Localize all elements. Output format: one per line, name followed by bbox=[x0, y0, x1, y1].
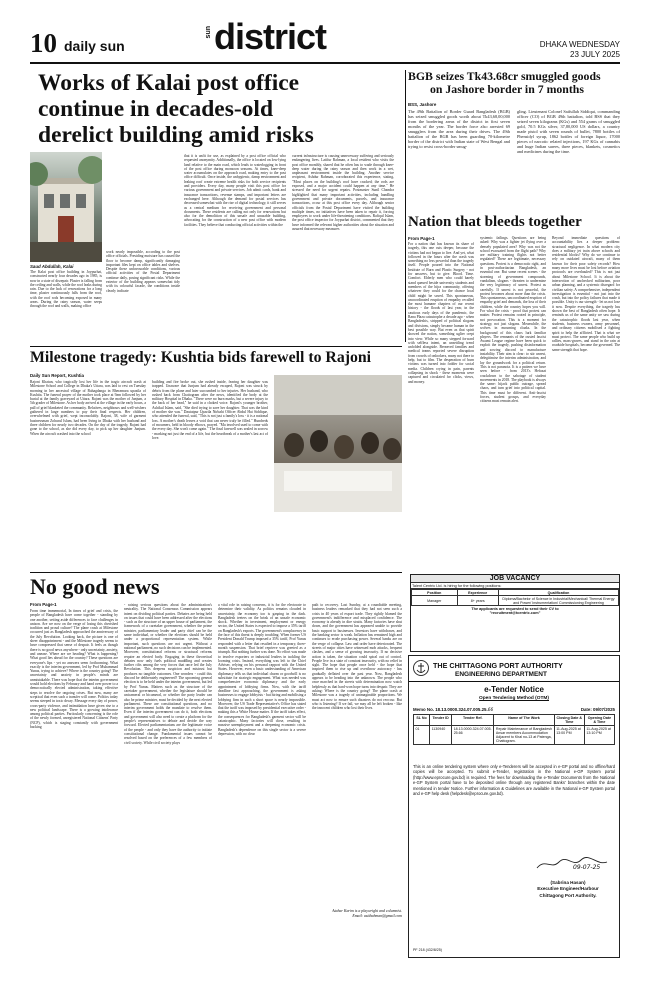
page-number: 10 bbox=[30, 28, 57, 58]
tender-id: 1130940 bbox=[430, 726, 452, 745]
masthead-rule bbox=[30, 62, 620, 64]
nogood-author: Atahar Karim is a playwright and columnist. bbox=[332, 909, 402, 913]
job-title: JOB VACANCY bbox=[411, 575, 619, 583]
tender-department: ENGINEERING DEPARTMENT bbox=[455, 671, 547, 678]
nogood-from-page: From Page-1 bbox=[30, 602, 57, 607]
milestone-story bbox=[30, 349, 402, 569]
tender-footer-code: PF 218 (432/8/25) bbox=[413, 948, 442, 952]
kalai-photo bbox=[30, 152, 102, 262]
tender-opening: 11-Aug-2025 at 13:10 PM bbox=[584, 726, 614, 745]
tender-memo-label: Memo No. 18.13.0000.324.07.005.25. bbox=[413, 707, 488, 712]
building-illustration bbox=[30, 152, 102, 262]
nation-from-page: From Page-1 bbox=[408, 236, 435, 241]
kalai-headline-line2: continue in decades-old bbox=[38, 96, 274, 122]
milestone-photo bbox=[274, 375, 402, 512]
kalai-column-1: The Kalai post office building in Joypurhat, constructed nearly four decades ago in 1985, is now in a state of disrepair. Plaster is falling from the ceiling and walls, while the roof leaks during rain. Due to the lack of renovations for a long time, plaster continuously falls from the roof, with the roof rods becoming exposed in many areas. During the rainy season, water seeps through the roof and walls, making office bbox=[30, 270, 102, 309]
masthead-day: DHAKA WEDNESDAY bbox=[539, 40, 620, 49]
brand-prefix: sun bbox=[205, 26, 212, 39]
nation-headline: Nation that bleeds together bbox=[408, 214, 582, 230]
tender-header-rule bbox=[409, 681, 619, 682]
kalai-photo-credit: Saud Abdullah, Kalai bbox=[30, 264, 74, 269]
job-email[interactable]: "recruitment@tcentric.com" bbox=[489, 611, 541, 616]
funeral-crowd-illustration bbox=[274, 375, 402, 512]
job-position: Manager bbox=[412, 596, 458, 606]
anchor-icon bbox=[414, 661, 428, 675]
bgb-headline bbox=[408, 70, 620, 96]
tender-method: Open Tendering Method (OTM) bbox=[479, 696, 549, 701]
nation-column-3: Beyond immediate questions of accountability lies a deeper problem: structural negligence. In what modern city does a military jet train above schools and residential blocks? Why do we continue to rely on outdated aircraft, many of them known for their poor safety records? How many more lives must be lost before aviation protocols are overhauled? This is not just about Milestone School. It is about the intersection of unchecked militarism, poor urban planning, and a systemic disregard for civilian safety. A comprehensive, independent investigation is essential - not just into the crash, but into the policy failures that made it possible. Unity is our strength - let us not lose it now. Despite everything, the tragedy has shown the best of Bangladesh often hope. It reminds us of the same unity we saw during the catastrophic floods last year, when students, business owners, army personnel, and ordinary citizens mobilised a fighting spirit to help the afflicted. That is what we must protect. The same people who build up rallies, mass-graves, and stand in the rain at roadside hospitals, become the governed. The same strength that hope. bbox=[552, 236, 620, 352]
kalai-column-4: current infrastructure is causing unnecessary suffering and seriously endangering lives. Latifur Rahman, a local resident who visits the post office monthly, shared that he often has to wade through knee-deep water during the rainy season and then work in a wet, unpleasant environment inside the building. Another service recipient, Ashdur Rahman, corroborated this experience, stating, "Most places on the building's roof have cracked; the rods are exposed, and a major accident could happen at any time." He stressed the need for urgent repairs. Postmaster Sunil Chandra highlighted that many important activities, including handling government and private documents, parcels, and insurance transactions, occur at this post office every day. Although senior officials from the Postal Department have visited the building multiple times, no initiatives have been taken to repair it, forcing employees to work under life-threatening conditions. Rafiqul Islam, the post office inspector for Joypurhat district, commented that they have informed the relevant higher authorities about the situation and assured that necessary measures bbox=[292, 154, 394, 232]
cpa-logo bbox=[413, 660, 429, 676]
nogood-email: Email: asitbahman@gmail.com bbox=[352, 913, 402, 918]
job-header-experience: Experience bbox=[457, 590, 498, 596]
tender-ref: 18.13.0000.324.07.005.25.66 bbox=[452, 726, 494, 745]
bgb-byline: BSS, Jashore bbox=[408, 102, 437, 107]
kalai-headline-line3: derelict building amid risks bbox=[38, 122, 314, 148]
kalai-story bbox=[30, 70, 402, 342]
milestone-column-2: building and fire broke out, she rushed inside, fearing her daughter was trapped. Unaware that Junjum had already escaped, Rajoni was struck by debris from the plane and later succumbed to her injuries. Her husband, who rushed back from Chattogram after the news, identified the body at the military Hospital in Dhaka. "There were no burn marks, but a severe injury to the back of her head," he said in a choked voice. Rajoni's younger brother, Ashikul Islam, said, "She died trying to save her daughter. That was the kind of mother she was." Dautatpur Upazila Nirbahi Officer Abdul Hai Siddique, who attended the funeral, said, "This is not just a family's loss - it is a national loss. A mother's death leaves a void that can never truly be filled." Hundreds of mourners, held in bloody elbows, prayed. "Ma involved used to come with the every day. She won't come again." The final farewell was sealed in sorrow - marking not just the end of a life, but the heartbreak of a mother's last act of love. bbox=[152, 380, 268, 440]
nogood-story bbox=[30, 575, 402, 955]
milestone-headline: Milestone tragedy: Kushtia bids farewell to Rajoni bbox=[30, 349, 372, 366]
tender-header-name: Name of The Work bbox=[494, 715, 554, 726]
job-header-position: Position bbox=[412, 590, 458, 596]
nogood-author-note bbox=[312, 909, 402, 918]
tender-closing: 11-Aug-2025 at 13:00 PM bbox=[554, 726, 584, 745]
daily-sun-label: daily sun bbox=[64, 38, 125, 54]
job-header-qualification: Qualification bbox=[498, 590, 618, 596]
tender-header-opening: Opening Date & Time bbox=[584, 715, 614, 726]
nogood-column-1: From time immemorial, In times of grief and crisis, the people of Bangladesh have come together - standing by one another, setting aside differences to face challenges in unison. Are we now on the verge of losing this cherished tradition and proud culture? The plane crash at Milestone occurred just as Bangladesh approached the anniversary of the July Revolution. Looking back, the picture is one of sheer disappointment - and the Milestone tragedy seems to have compressed that sense of despair. It feels as though there is no good news anywhere - only uncertainty, anxiety, and unease. Where are we heading? What is happening? What good lies ahead for the country? These questions are everyone's lips - yet no answers seem forthcoming. What exactly is the interim government, led by Prof Muhammad Yunus, trying to achieve? Where is the country going? The uncertainty and anxiety in people's minds are unmistakable. There was hope that the interim government would hold elections by February and hand over power to a democratically elected administration, taking effective steps to resolve the ongoing crises. But now, many are sceptical that even such a transfer will come. Politics today seems steeped in toxic decay. Message every day of power, cross-party violence, and intimidation have given rise to a new political landscape. There is a growing intolerance among political parties. Particularly concerning is the role of the newly formed, unregistered National Citizens' Party (NCP), which is staging constantly with government backing bbox=[30, 609, 118, 730]
milestone-column-1: Rajoni Khatun, who tragically lost her life in the tragic aircraft crash at Milestone School and College in Dhaka's Uttara, was laid to rest on Tuesday morning in her ancestral village of Bahagdanga in Bheramara upazila of Kushtia. The funeral prayer of the mother took place at 9am followed by her burial at the family graveyard at Uttara. Rajoni was the mother of Junjum, a 5th grader of Milestone. As her body arrived at the village in the early hours, a pall of grief blanketed the community. Relatives, neighbours and well-wishers gathered in large numbers to pay their final respects. Her children, overwhelmed with grief, wept inconsolably. Rajoni, 38, wife of garment businessman Zohurul Islam, had been living in Dhaka with her husband and three children for nearly two decades. On the day of the tragedy, Rajoni had gone to the school, as she did every day, to pick up her daughter Junjum. When the aircraft crashed into the school bbox=[30, 380, 146, 436]
job-vacancy-ad bbox=[410, 574, 620, 652]
bgb-story bbox=[408, 70, 620, 212]
masthead-logo bbox=[205, 16, 335, 60]
nogood-column-3: a vital role in raising concerns, it is for the electorate to determine their validity. As politics remains clouded in uncertainty, the economy too is gasping in the dark. Bangladesh teeters on the brink of an unsafe economic shock. Whether in investment, employment or energy sector, the United States is expected to impose a 35% tariff on Bangladesh's exports. The government's complacency in the face of this threat is deeply troubling. When former US President Donald Trump imposed a 35% tariff, Prof Yunus responded with a letter that resulted in a temporary, three-month suspension. That brief reprieve was greeted as a triumph. But nothing further was done. No effort was made to involve exporters or industrial leaders in tackling the looming crisis. Instead, everything was left to the Chief Adviser, relying on his personal rapport with the United States. However, even a basic understanding of American diplomacy tells us that individual charm or goodwill is no substitute for strategic engagement. What was needed was comprehensive economic diplomacy and the early appointment of lobbying firms. Now, with the tariff deadline fast approaching, the government is asking businesses to engage lobbyists - but hiring and mobilising a lobbying firm in such a short space is nearly impossible. Moreover, the US Trade Representative's Office has stated that the tariff was imposed by presidential executive order - making this a White House matter. If the tariff takes effect, the consequences for Bangladesh's garment sector will be catastrophic. Many factories will close, resulting in massive unemployment and a deepening economic crisis. Bangladesh's dependence on this single sector is a severe depression, with no clear bbox=[218, 603, 306, 736]
milestone-top-rule bbox=[30, 346, 402, 347]
tender-header-ref: Tender Ref. bbox=[452, 715, 494, 726]
brand-title: district bbox=[214, 16, 327, 57]
kalai-headline-line1: Works of Kalai post office bbox=[38, 70, 300, 96]
bgb-headline-line2: on Jashore border in 7 months bbox=[430, 82, 584, 96]
tender-row bbox=[414, 726, 615, 745]
tender-header-closing: Closing Date & Time bbox=[554, 715, 584, 726]
tender-sl: 01 bbox=[414, 726, 430, 745]
bgb-headline-line1: BGB seizes Tk43.68cr smuggled goods bbox=[408, 69, 601, 83]
tender-date: Date: 09/07/2025 bbox=[580, 707, 615, 712]
kalai-column-2: work nearly impossible, according to the post office officials. Presiding moisture has caused the floor to become damp, significantly damaging important files kept on office tables and shelves. Despite these unfavourable conditions, various official activities of the Postal Department continue daily, posing significant risks. While the exterior of the building appears somewhat tidy with its colourful facade, the conditions inside clearly indicate bbox=[106, 250, 180, 293]
job-qualification: Diploma/Bachelor of Science in Industrial/Mechanical/ Thermal Energy and Power/ Instrumentation/ Commissioning Engineering bbox=[498, 596, 618, 606]
kalai-headline bbox=[38, 70, 394, 148]
tender-signature bbox=[527, 856, 615, 878]
tender-memo-number: 66 bbox=[487, 708, 494, 713]
tender-memo bbox=[413, 707, 493, 713]
tender-header-id: Tender ID bbox=[430, 715, 452, 726]
tender-work-name: Repair Maintenance of Bangladesh Ansar members Accommodation Adjacent to Khal no-13 at Patenga, Chattogram. bbox=[494, 726, 554, 745]
tender-notice-title: e-Tender Notice bbox=[484, 685, 544, 694]
tender-organization: Chittagong Port Authority. bbox=[539, 892, 597, 898]
milestone-byline: Daily Sun Report, Kushtia bbox=[30, 373, 84, 378]
job-table bbox=[411, 589, 619, 606]
tender-signatory: (Sabrina Hasan) bbox=[550, 880, 586, 885]
tender-signature-date: 09-07-25 bbox=[573, 864, 601, 871]
job-note bbox=[411, 606, 619, 615]
tender-signatory-block bbox=[519, 880, 617, 899]
tender-table bbox=[413, 714, 615, 745]
tender-notice bbox=[408, 655, 620, 958]
nation-column-1: For a nation that has known its share of tragedy, this one cuts deeper, because the victims had not begun to live. And yet, what followed in the hours after the crash was something no less powerful than the tragedy itself. People poured into the National Institute of Burn and Plastic Surgery - not for answers, but to give. Blood. Time. Comfort. Elderly men who could barely stand queued beside university students and members of the hijra community, offering whatever they could for the chance local child might be saved. This spontaneous, uncoordinated eruption of empathy recalled the most humane chapters of our recent history - the floods of last year, in the cautious early days of the pandemic, the Rana Plaza catastrophe a decade ago - when Bangladeshis, stripped of political slogans and divisions, simply became human in the best possible way. But even as that spirit showed the nation, something uglier crept into view. While so many stepped forward with selfless intent, an unsettling trend unfolded alongside. Bereaved families and medical teams reported severe disruption from crowds of onlookers, many not there to help, but to film. The desperation of burn victims was turned into fodder for social media. Children crying in pain, parents collapsing in shock - these moments were captured and circulated for clicks, views, and money. bbox=[408, 242, 474, 384]
nogood-headline: No good news bbox=[30, 574, 160, 599]
job-experience: 8+ years bbox=[457, 596, 498, 606]
kalai-column-3: that it is unfit for use, as explained by a post office official who requested anonymity. Additionally, the office is located on low-lying land relative to the main road, which leads to waterlogging in front of the post office during monsoon seasons. At times, knee-deep water accumulates on the approach road, making entry to the post office difficult. Once inside, the unhygienic, damp environment and leaking roof create extreme health risks for both service recipients and providers. Every day, many people visit this post office for various government and private services. Job admit cards, bank and insurance transactions, revenue stamps, and important letters are exchanged here. Although the demand for postal services has decreased somewhat with the rise of digital technology, it still serves as a central medium for receiving government and personal documents. These residents are calling not only for renovations but also for the demolition of this unsafe and unusable building, advocating for the construction of a new post office with modern facilities. They believe that conducting official activities within the bbox=[184, 154, 286, 227]
signature-scribble-icon bbox=[527, 856, 615, 872]
nogood-column-2: - raising serious questions about the administration's neutrality. The National Consensus Commission appears intent on dividing political parties. Debates are being held on issues that could have been addressed after the elections - such as the structure of an upper house of parliament, the framework of a caretaker government, whether the prime minister, parliamentary leader and party chief can be the same individual, or whether the elections should be held under a proportional representation system. While important, such questions are not urgent. Without a national parliament, no such decisions can be implemented. Moreover, constitutional reforms or structural reforms require an elected body. Engaging in these theoretical debates now only fuels political muddling and creates further rifts among the very forces that once led the July Revolution. This deepens suspicion and mistrust but produces no tangible outcomes. One wonders - could this discord be deliberately engineered? The upcoming general election is to be held under the interim government, but led by Prof Yunus. Matters such as the structure of the caretaker government, whether the legislature should be unicameral or bicameral, or whether the party leader can also be prime minister, must be decided by the next elected parliament. These are constitutional questions, and no interim government holds the mandate to resolve them. Even if the interim government can do it, both elections and government will also need to create a platform for the people's representatives to debate and decide the way forward. Elected parliamentarians are the legitimate voice of the people - and only they have the authority to initiate constitutional change. Fundamental issues cannot be resolved based on the preferences of a few members of civil society. While civil society plays bbox=[124, 603, 212, 745]
nogood-top-rule bbox=[30, 572, 402, 573]
tender-header-sl: SL No bbox=[414, 715, 430, 726]
bgb-column-1: The 49th Battalion of Border Guard Bangladesh (BGB) has seized smuggled goods worth about Tk43,68,00,000 from the bordering areas of the district in first seven months of the year. The border force also arrested 69 smugglers from the area during their drives. The 49th battalion of the BGB has been guarding 70-kilometre border of the district with Indian state of West Bengal and trying to resist cross-border smug- bbox=[408, 109, 510, 149]
masthead-date: 23 JULY 2025 bbox=[570, 50, 620, 59]
bgb-column-2: gling. Lieutenant Colonel Saifullah Siddiqui, commanding officer (CO) of BGB 49th battalion, told BSS that they seized seven kilograms (KGs) and 554 grams of smuggled gold, 70.5 KGs silver, 37,80,000 US dollars, a country made pistol with seven rounds of bullet, 7800 bottles of Phensidyl syrup, 1862 bottles of foreign liquor, 17000 pieces of narcotic related injections, 197 KGs of cannabis and huge Indian sarees, three pieces, blankets, cosmetics and medicines during the time. bbox=[517, 109, 620, 154]
nogood-column-4: path to recovery. Last Sunday, at a roundtable meeting, business leaders remarked that they had not seen such a crisis in 40 years of export trade. They rightly blamed the government's indifference and misplaced confidence. The economy is already in dire straits. Many factories have shut down, and the government has appeared unable to provide basic support to businesses. Investors have withdrawn, and the banking sector is weak. Inflation has remained high and continues to erode purchasing power. Several banks are on the verge of collapse. Law and order have deteriorated. The streets of major cities have witnessed mob attacks, frequent clashes, and a sense of growing insecurity. If no decisive action is taken, the situation could spiral out of control. People live in a state of constant insecurity, with no relief in sight. The hope that people once held - the hope that inspired them to rise up and overthrow autocracy - has gradually deflated over the past year. Now, Bangladesh appears to be heading into the unknown. The people who once marched in the streets with determination now watch helplessly as that hard-won hope turns into despair. They are asking: Where is the country going? The plane crash at Milestone was a tragedy of unimaginable proportions. We must act now to ensure such disasters do not reoccur. But who is listening? If we fail, we may all be left broken - like the innocent children who lost their lives. bbox=[312, 603, 402, 711]
job-note-text: The applicants are requested to send their CV to bbox=[471, 607, 559, 612]
masthead bbox=[0, 0, 650, 62]
tender-designation: Executive Engineer/Harbour bbox=[537, 886, 599, 892]
tender-body: This is an online tendering system where only e-Tenderers will be accepted in e-GP portal and no offline/hard copies will be accepted. To submit e-Tender, registration in the National e-GP System portal (http://www.eprocure.gov.bd) is required. The fees for downloading the e-Tender Documents from the National e-GP System portal have to be deposited online through any registered Banks' branches within the date mentioned in tender Notice. Further information & Guidelines are available in the National e-GP System portal and e-GP help desk (helpdesk@eprocure.gov.bd). bbox=[413, 764, 615, 797]
bgb-divider bbox=[405, 70, 406, 342]
nation-story bbox=[408, 214, 620, 570]
tender-authority: THE CHITTAGONG PORT AUTHORITY bbox=[433, 661, 563, 670]
nation-column-2: systemic failings. Questions are being asked: Why was a fighter jet flying over a densely populated area? Why was not the school evacuated from the flight path? Why are military training flights not better regulated? These are legitimate, necessary questions. Protest is a democratic right, and in post-authoritarian Bangladesh, an essential one. But some recent scenes - the storming of government compounds, vandalism, slogans - threaten to undermine the very legitimacy of unrest. Protest as carefully. If unrest is not peaceful, the protest becomes about more than the crisis. This spontaneous, uncoordinated eruption of empathy grief and demands, the loss of their children, while the country hopes you will. For what the crisis - proof that protest can matter. Protest remains rooted in principle, not provocation. This is a moment for strategy, not just slogans. Meanwhile, the wolves in mourning cloaks. In the background of this chaos lurk familiar players. The remnants of the ousted fascist Awami League regime have been quick to exploit the tragedy, pushing disinformation and sowing discord to manufacture instability. Their aim is clear: to stir unrest, delegitimise the interim administration, and lay the groundwork for a political return. This is not paranoia. It is a pattern we have seen before - from 2013's Hefazat crackdown to the sabotage of student movements in 2018. The playbook is always the same: hijack public outrage, spread chaos, and turn grief into political capital. This time must be different. Anti-fascist forces, student groups, and everyday citizens must remain alert. bbox=[480, 236, 546, 404]
job-company: Talent Centric Ltd. is hiring for the following positions: bbox=[411, 583, 619, 589]
